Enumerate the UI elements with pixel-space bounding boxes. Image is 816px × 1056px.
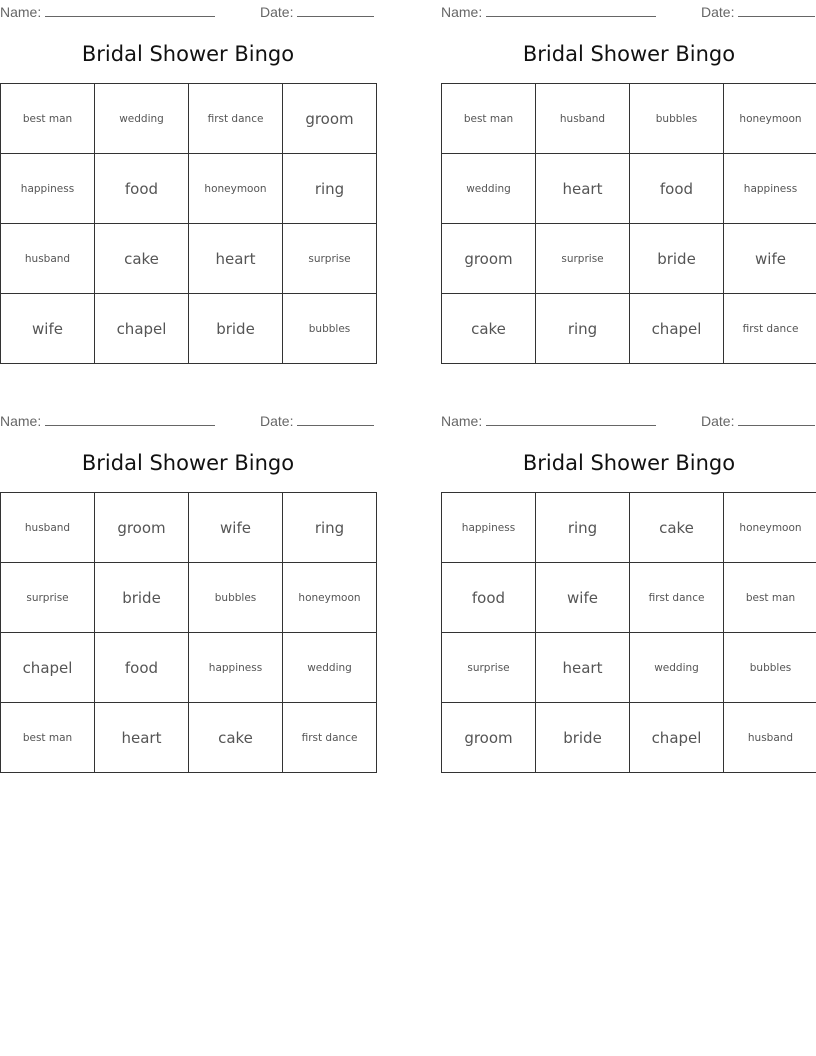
date-blank-line — [738, 3, 815, 17]
bingo-cell: chapel — [95, 294, 189, 364]
name-label: Name: — [441, 4, 483, 20]
bingo-cell: wife — [189, 493, 283, 563]
bingo-cell: chapel — [1, 633, 95, 703]
bingo-cell: best man — [1, 84, 95, 154]
bingo-cell: bubbles — [724, 633, 816, 703]
grid-row — [1, 703, 377, 773]
bingo-grid — [441, 83, 816, 364]
bingo-cell: heart — [95, 703, 189, 773]
grid-row — [1, 154, 377, 224]
bingo-card — [441, 409, 816, 789]
bingo-cell: ring — [536, 493, 630, 563]
grid-row — [1, 224, 377, 294]
bingo-cell: heart — [536, 154, 630, 224]
bingo-cell: bride — [95, 563, 189, 633]
bingo-cell: first dance — [630, 563, 724, 633]
bingo-cell: bride — [536, 703, 630, 773]
card-header-fields — [0, 412, 376, 428]
bingo-grid — [0, 492, 377, 773]
bingo-cell: chapel — [630, 703, 724, 773]
date-label: Date: — [701, 4, 735, 20]
date-field — [701, 412, 815, 429]
bingo-cell: ring — [283, 154, 377, 224]
grid-row — [442, 294, 816, 364]
bingo-cell: husband — [536, 84, 630, 154]
bingo-cell: cake — [442, 294, 536, 364]
name-field — [0, 3, 215, 20]
card-title: Bridal Shower Bingo — [522, 451, 736, 475]
bingo-cell: surprise — [283, 224, 377, 294]
bingo-cell: best man — [442, 84, 536, 154]
bingo-cell: surprise — [442, 633, 536, 703]
bingo-cell: best man — [1, 703, 95, 773]
bingo-cell: husband — [1, 493, 95, 563]
bingo-cell: wife — [536, 563, 630, 633]
date-field — [701, 3, 815, 20]
bingo-cell: happiness — [189, 633, 283, 703]
bingo-cell: ring — [283, 493, 377, 563]
date-label: Date: — [260, 4, 294, 20]
card-title: Bridal Shower Bingo — [522, 42, 736, 66]
name-field — [441, 3, 656, 20]
bingo-cell: best man — [724, 563, 816, 633]
bingo-cell: first dance — [283, 703, 377, 773]
bingo-cell: groom — [442, 703, 536, 773]
bingo-cell: honeymoon — [724, 493, 816, 563]
name-blank-line — [45, 3, 215, 17]
bingo-cell: husband — [1, 224, 95, 294]
bingo-cell: first dance — [189, 84, 283, 154]
grid-row — [442, 633, 816, 703]
bingo-cell: groom — [283, 84, 377, 154]
bingo-cell: food — [442, 563, 536, 633]
card-header-fields — [0, 3, 376, 19]
card-title: Bridal Shower Bingo — [81, 451, 295, 475]
bingo-cell: wedding — [630, 633, 724, 703]
bingo-cell: happiness — [442, 493, 536, 563]
bingo-cell: surprise — [536, 224, 630, 294]
bingo-grid — [0, 83, 377, 364]
bingo-cell: husband — [724, 703, 816, 773]
bingo-cell: cake — [189, 703, 283, 773]
bingo-cell: bubbles — [630, 84, 724, 154]
grid-row — [442, 493, 816, 563]
bingo-cell: first dance — [724, 294, 816, 364]
bingo-card — [441, 0, 816, 380]
bingo-cell: ring — [536, 294, 630, 364]
bingo-cell: chapel — [630, 294, 724, 364]
bingo-cell: cake — [95, 224, 189, 294]
date-blank-line — [297, 3, 374, 17]
name-label: Name: — [0, 413, 42, 429]
bingo-cell: happiness — [724, 154, 816, 224]
bingo-cell: honeymoon — [189, 154, 283, 224]
grid-row — [1, 493, 377, 563]
date-field — [260, 412, 374, 429]
grid-row — [442, 563, 816, 633]
grid-row — [1, 563, 377, 633]
bingo-cell: food — [95, 633, 189, 703]
bingo-cell: bubbles — [189, 563, 283, 633]
grid-row — [1, 633, 377, 703]
name-blank-line — [486, 3, 656, 17]
bingo-cell: food — [630, 154, 724, 224]
date-blank-line — [738, 412, 815, 426]
name-label: Name: — [0, 4, 42, 20]
bingo-card — [0, 0, 376, 380]
bingo-grid — [441, 492, 816, 773]
date-blank-line — [297, 412, 374, 426]
bingo-cell: honeymoon — [283, 563, 377, 633]
bingo-cell: wife — [724, 224, 816, 294]
grid-row — [1, 294, 377, 364]
card-header-fields — [441, 3, 816, 19]
card-header-fields — [441, 412, 816, 428]
bingo-cell: bride — [630, 224, 724, 294]
name-field — [0, 412, 215, 429]
date-label: Date: — [260, 413, 294, 429]
name-blank-line — [45, 412, 215, 426]
bingo-cell: bubbles — [283, 294, 377, 364]
bingo-cell: bride — [189, 294, 283, 364]
bingo-cell: groom — [95, 493, 189, 563]
bingo-cell: wedding — [95, 84, 189, 154]
name-blank-line — [486, 412, 656, 426]
bingo-cell: heart — [536, 633, 630, 703]
bingo-cell: heart — [189, 224, 283, 294]
bingo-cell: happiness — [1, 154, 95, 224]
name-field — [441, 412, 656, 429]
bingo-cell: groom — [442, 224, 536, 294]
card-title: Bridal Shower Bingo — [81, 42, 295, 66]
grid-row — [1, 84, 377, 154]
date-label: Date: — [701, 413, 735, 429]
bingo-cell: surprise — [1, 563, 95, 633]
bingo-cell: honeymoon — [724, 84, 816, 154]
grid-row — [442, 84, 816, 154]
bingo-cell: wedding — [283, 633, 377, 703]
bingo-cell: cake — [630, 493, 724, 563]
name-label: Name: — [441, 413, 483, 429]
bingo-cell: food — [95, 154, 189, 224]
grid-row — [442, 703, 816, 773]
grid-row — [442, 154, 816, 224]
bingo-cell: wife — [1, 294, 95, 364]
bingo-cell: wedding — [442, 154, 536, 224]
bingo-card — [0, 409, 376, 789]
grid-row — [442, 224, 816, 294]
date-field — [260, 3, 374, 20]
